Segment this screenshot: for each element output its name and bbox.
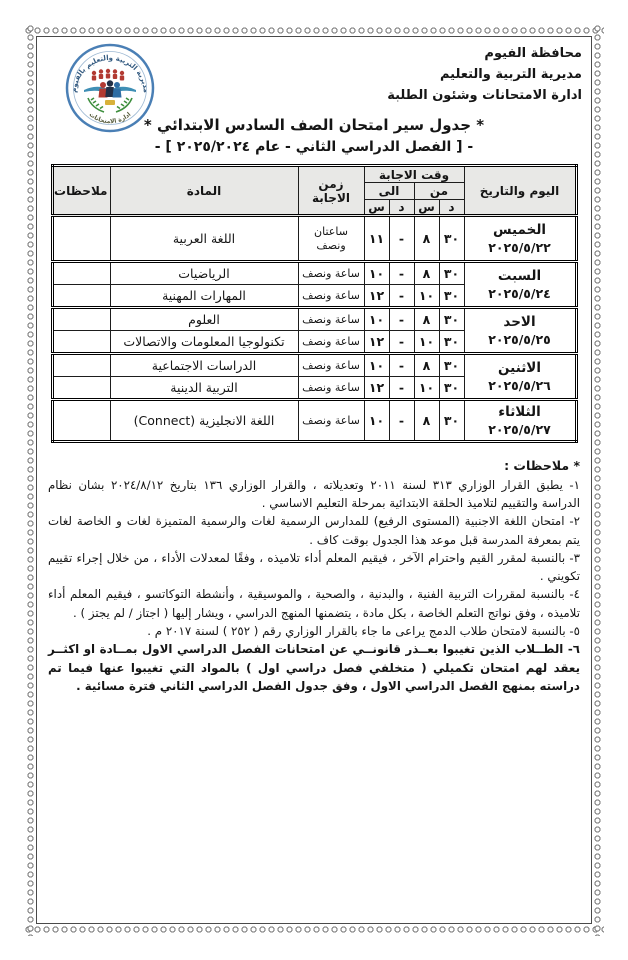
exam-date: ٢٠٢٥/٥/٢٧ xyxy=(488,421,551,437)
day-name: الاحد xyxy=(503,314,536,331)
header-to: الى xyxy=(364,183,414,200)
header-to-hours: س xyxy=(364,200,389,216)
table-header xyxy=(52,166,576,216)
day-name: الخميس xyxy=(492,222,547,239)
perforation-edge-right xyxy=(593,24,602,936)
from-hours-cell: ٨ xyxy=(414,308,439,331)
to-minutes-cell: - xyxy=(389,331,414,354)
from-hours-cell: ٨ xyxy=(414,216,439,262)
governorate-line: محافظة الفيوم xyxy=(484,46,582,61)
to-hours-cell: ١٠ xyxy=(364,262,389,285)
notes-cell xyxy=(52,377,110,400)
day-name: الاثنين xyxy=(498,360,541,377)
term-subtitle: - [ الفصل الدراسي الثاني - عام ٢٠٢٥/٢٠٢٤ ] - xyxy=(154,139,474,156)
header-subject: المادة xyxy=(110,166,298,216)
from-minutes-cell: ٣٠ xyxy=(439,216,464,262)
perforation-edge-bottom xyxy=(24,925,604,934)
directorate-line: مديرية التربية والتعليم xyxy=(439,66,582,82)
to-minutes-cell: - xyxy=(389,216,414,262)
header-answer-time: وقت الاجابة xyxy=(364,166,464,183)
to-minutes-cell: - xyxy=(389,400,414,442)
note-item: ٥- بالنسبة لامتحان طلاب الدمج يراعى ما جاء بالقرار الوزاري رقم ( ٢٥٢ ) لسنة ٢٠١٧ م . xyxy=(147,624,580,639)
seal-people xyxy=(99,80,122,97)
subject-cell: اللغة الانجليزية (Connect) xyxy=(110,400,298,442)
note-item: ١- يطبق القرار الوزاري ٣١٣ لسنة ٢٠١١ وتعديلاته ، والقرار الوزاري ١٣٦ بتاريخ ٢٠٢٤/٨/١٢ بشان نظام الدراسة والتقييم لتلاميذ الحلقة الابتدائية بمرحلة التعليم الاساسي . xyxy=(48,477,580,511)
from-hours-cell: ١٠ xyxy=(414,331,439,354)
to-hours-cell: ١١ xyxy=(364,216,389,262)
exam-date: ٢٠٢٥/٥/٢٦ xyxy=(488,377,551,393)
duration-cell: ساعة ونصف xyxy=(298,308,364,331)
from-minutes-cell: ٣٠ xyxy=(439,285,464,308)
to-hours-cell: ١٢ xyxy=(364,377,389,400)
from-hours-cell: ٨ xyxy=(414,262,439,285)
schedule-row xyxy=(52,400,576,442)
header-notes: ملاحظات xyxy=(52,166,110,216)
subject-cell: تكنولوجيا المعلومات والاتصالات xyxy=(110,331,298,354)
from-minutes-cell: ٣٠ xyxy=(439,308,464,331)
notes-cell xyxy=(52,331,110,354)
administration-line: ادارة الامتحانات وشئون الطلبة xyxy=(387,87,582,103)
schedule-row xyxy=(52,308,576,331)
to-hours-cell: ١٠ xyxy=(364,400,389,442)
to-minutes-cell: - xyxy=(389,354,414,377)
exam-date: ٢٠٢٥/٥/٢٥ xyxy=(488,331,551,347)
table-body xyxy=(52,216,576,442)
exam-date: ٢٠٢٥/٥/٢٤ xyxy=(488,285,551,301)
to-hours-cell: ١٠ xyxy=(364,308,389,331)
subject-cell: العلوم xyxy=(110,308,298,331)
notes-cell xyxy=(52,262,110,285)
subject-cell: الرياضيات xyxy=(110,262,298,285)
to-hours-cell: ١٠ xyxy=(364,354,389,377)
note-item: ٦- الطــلاب الذين تغيبوا بعــذر قانونــي عن امتحانات الفصل الدراسي الاول بمــادة او اكثــر يعقد لهم امتحان تكميلي ( متخلفي فصل دراسي اول ) بالمواد التي تغيبوا عنها فيما تم دراسته بمنهج الفصل الدراسي الاول ، وفق جدول الفصل الدراسي الثاني فترة مسائية . xyxy=(48,642,580,693)
to-hours-cell: ١٢ xyxy=(364,285,389,308)
document-content xyxy=(38,38,590,922)
duration-cell: ساعة ونصف xyxy=(298,354,364,377)
day-name: السبت xyxy=(497,268,542,285)
from-hours-cell: ١٠ xyxy=(414,285,439,308)
notes-list xyxy=(48,476,580,695)
duration-cell: ساعة ونصف xyxy=(298,331,364,354)
duration-cell: ساعة ونصف xyxy=(298,285,364,308)
subject-cell: التربية الدينية xyxy=(110,377,298,400)
from-hours-cell: ٨ xyxy=(414,400,439,442)
from-minutes-cell: ٣٠ xyxy=(439,331,464,354)
day-date-cell xyxy=(464,308,576,354)
exam-title: * جدول سير امتحان الصف السادس الابتدائي * xyxy=(143,116,485,135)
day-date-cell xyxy=(464,354,576,400)
from-minutes-cell: ٣٠ xyxy=(439,262,464,285)
header-from-hours: س xyxy=(414,200,439,216)
to-minutes-cell: - xyxy=(389,377,414,400)
notes-cell xyxy=(52,400,110,442)
notes-cell xyxy=(52,216,110,262)
seal-bottom-text: ادارة الامتحانات xyxy=(87,111,133,126)
notes-cell xyxy=(52,308,110,331)
perforation-edge-top xyxy=(24,26,604,35)
note-item: ٣- بالنسبة لمقرر القيم واحترام الآخر ، فيقيم المعلم أداء تلاميذه ، وفقًا لمعدلات الأداء ، من خلال إجراء تقييم تكويني . xyxy=(48,550,580,584)
seal-top-text: مديرية التربية والتعليم بالفيوم xyxy=(69,53,151,94)
to-minutes-cell: - xyxy=(389,308,414,331)
seal-book-icon xyxy=(105,100,115,105)
from-minutes-cell: ٣٠ xyxy=(439,354,464,377)
perforation-edge-left xyxy=(26,24,35,936)
schedule-row xyxy=(52,262,576,285)
from-minutes-cell: ٣٠ xyxy=(439,377,464,400)
from-hours-cell: ٨ xyxy=(414,354,439,377)
note-item: ٤- بالنسبة لمقررات التربية الفنية ، والبدنية ، والصحية ، والموسيقية ، وأنشطة التوكاتسو ، فيقيم المعلم أداء تلاميذه ، وفق نواتج التعلم الخاصة ، بكل مادة ، يتضمنها المنهج الدراسي ، ويشار إليها ( اجتاز / لم يجتز ) . xyxy=(48,587,580,620)
from-minutes-cell: ٣٠ xyxy=(439,400,464,442)
header-duration: زمن الاجابة xyxy=(298,166,364,216)
subject-cell: المهارات المهنية xyxy=(110,285,298,308)
note-item: ٢- امتحان اللغة الاجنبية (المستوى الرفيع) للمدارس الرسمية لغات والرسمية المتميزة لغات و الخاصة لغات يتم بمعرفة المدرسة قبل موعد هذا الجدول بوقت كاف . xyxy=(48,514,580,547)
official-seal xyxy=(64,42,156,134)
subject-cell: الدراسات الاجتماعية xyxy=(110,354,298,377)
notes-cell xyxy=(52,285,110,308)
subject-cell: اللغة العربية xyxy=(110,216,298,262)
day-date-cell xyxy=(464,216,576,262)
notes-label: * ملاحظات : xyxy=(504,458,580,474)
duration-cell: ساعة ونصف xyxy=(298,400,364,442)
duration-cell: ساعة ونصف xyxy=(298,377,364,400)
exam-date: ٢٠٢٥/٥/٢٢ xyxy=(488,239,551,255)
from-hours-cell: ١٠ xyxy=(414,377,439,400)
to-hours-cell: ١٢ xyxy=(364,331,389,354)
to-minutes-cell: - xyxy=(389,285,414,308)
header-to-minutes: د xyxy=(389,200,414,216)
header-from: من xyxy=(414,183,464,200)
header-from-minutes: د xyxy=(439,200,464,216)
notes-section xyxy=(46,456,582,695)
notes-cell xyxy=(52,354,110,377)
header-day-date: اليوم والتاريخ xyxy=(464,166,576,216)
to-minutes-cell: - xyxy=(389,262,414,285)
duration-cell: ساعتان ونصف xyxy=(298,216,364,262)
day-name: الثلاثاء xyxy=(498,404,541,421)
duration-cell: ساعة ونصف xyxy=(298,262,364,285)
exam-schedule-table xyxy=(51,164,578,443)
schedule-row xyxy=(52,354,576,377)
day-date-cell xyxy=(464,262,576,308)
day-date-cell xyxy=(464,400,576,442)
schedule-row xyxy=(52,216,576,262)
